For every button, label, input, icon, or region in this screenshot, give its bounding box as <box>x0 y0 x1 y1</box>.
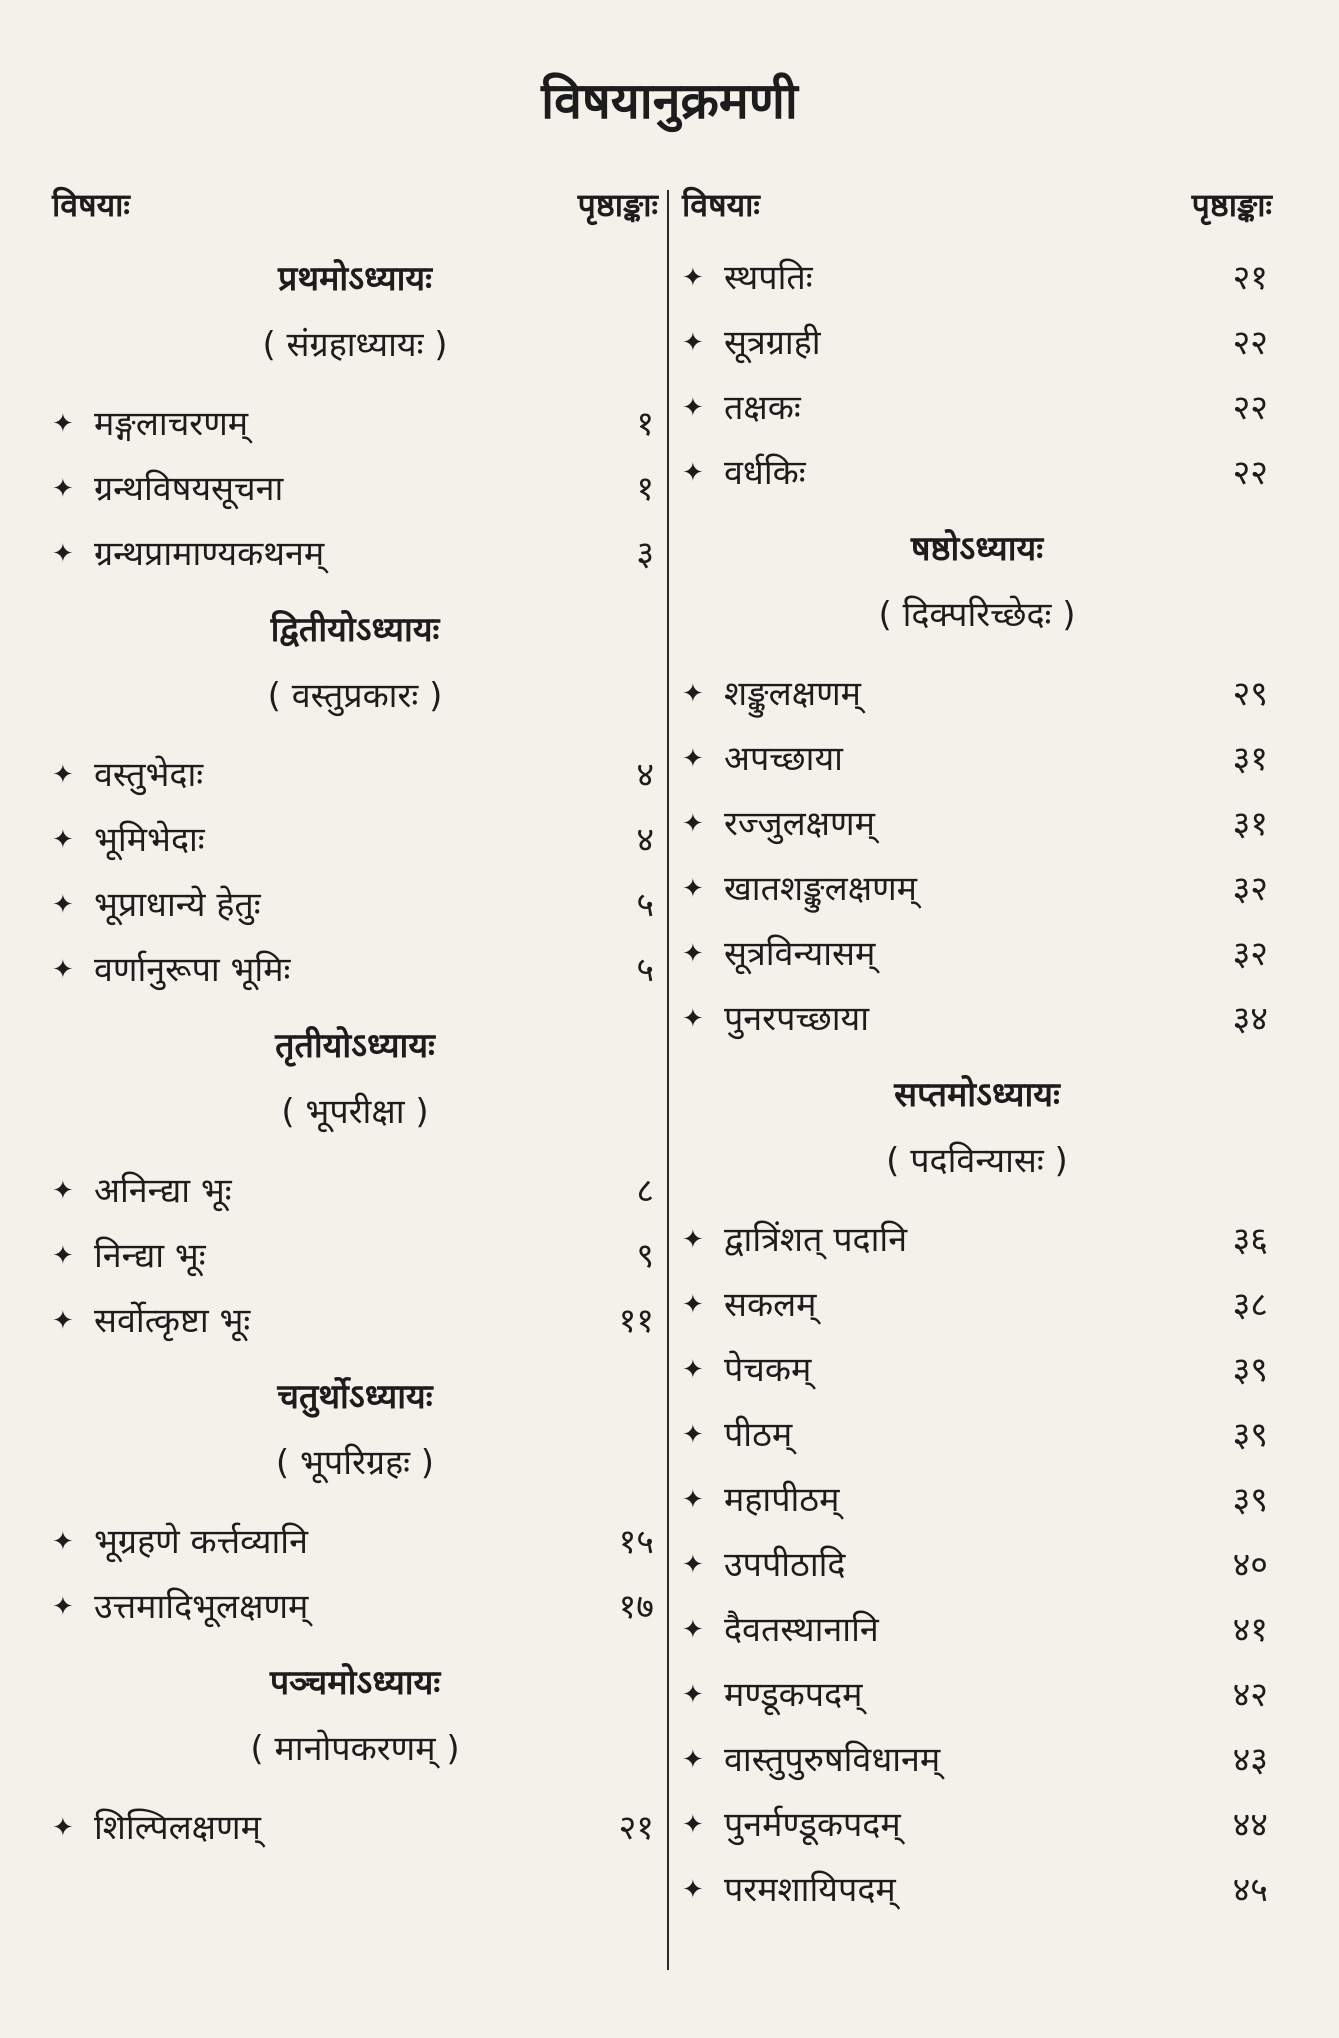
bullet-icon: ✦ <box>682 1680 704 1710</box>
toc-entry <box>682 1728 1272 1793</box>
chapter-heading: तृतीयोऽध्यायः <box>275 1026 435 1066</box>
toc-entry <box>682 311 1272 376</box>
section-gap <box>52 1861 658 1871</box>
entry-title: रज्जुलक्षणम् <box>724 804 875 844</box>
entry-title: निन्द्या भूः <box>94 1236 206 1276</box>
entry-page: २१ <box>1232 258 1268 298</box>
toc-entry <box>52 1575 658 1640</box>
entry-page: ९ <box>636 1236 654 1276</box>
bullet-icon: ✦ <box>52 539 74 569</box>
left-column <box>52 180 658 1871</box>
entry-title: पेचकम् <box>724 1350 812 1390</box>
entry-page: २१ <box>618 1808 654 1848</box>
entry-page: २२ <box>1232 388 1268 428</box>
entry-page: १५ <box>618 1522 654 1562</box>
bullet-icon: ✦ <box>682 1004 704 1034</box>
entry-page: ४२ <box>1232 1675 1268 1715</box>
right-sections <box>682 246 1272 1933</box>
bullet-icon: ✦ <box>682 263 704 293</box>
entry-page: ३१ <box>1232 739 1268 779</box>
entry-title: शिल्पिलक्षणम् <box>94 1808 261 1848</box>
bullet-icon: ✦ <box>52 760 74 790</box>
section-gap <box>682 506 1272 516</box>
entry-title: सर्वोत्कृष्टा भूः <box>94 1301 251 1341</box>
entry-title: ग्रन्थप्रामाण्यकथनम् <box>94 534 325 574</box>
entry-title: उत्तमादिभूलक्षणम् <box>94 1587 309 1627</box>
section-gap <box>682 1052 1272 1062</box>
entry-title: तक्षकः <box>724 388 801 428</box>
bullet-icon: ✦ <box>682 1420 704 1450</box>
entry-title: वस्तुभेदाः <box>94 755 204 795</box>
toc-entry <box>52 1510 658 1575</box>
bullet-icon: ✦ <box>682 939 704 969</box>
toc-entry <box>52 938 658 1003</box>
bullet-icon: ✦ <box>52 474 74 504</box>
toc-entry <box>682 1858 1272 1923</box>
section-gap <box>52 587 658 597</box>
toc-entry <box>682 857 1272 922</box>
section-gap <box>682 1923 1272 1933</box>
entry-title: अनिन्द्या भूः <box>94 1171 232 1211</box>
chapter-subtitle: ( संग्रहाध्यायः ) <box>262 325 448 365</box>
bullet-icon: ✦ <box>682 1355 704 1385</box>
section-gap <box>52 1640 658 1650</box>
bullet-icon: ✦ <box>52 1306 74 1336</box>
chapter-heading: षष्ठोऽध्यायः <box>910 529 1044 569</box>
chapter-heading: प्रथमोऽध्यायः <box>278 259 432 299</box>
bullet-icon: ✦ <box>682 679 704 709</box>
entry-page: ३६ <box>1232 1220 1268 1260</box>
toc-entry <box>682 662 1272 727</box>
toc-entry <box>682 1403 1272 1468</box>
toc-entry <box>52 743 658 808</box>
chapter-subtitle: ( भूपरिग्रहः ) <box>275 1443 435 1483</box>
toc-entry <box>52 1159 658 1224</box>
entry-page: ३२ <box>1232 869 1268 909</box>
entry-page: ३२ <box>1232 934 1268 974</box>
entry-page: १ <box>636 404 654 444</box>
page-header: पृष्ठाङ्काः <box>577 186 658 224</box>
toc-entry <box>682 727 1272 792</box>
bullet-icon: ✦ <box>682 1485 704 1515</box>
entry-page: ३९ <box>1232 1350 1268 1390</box>
entry-title: द्वात्रिंशत् पदानि <box>724 1220 908 1260</box>
entry-page: १ <box>636 469 654 509</box>
section-gap <box>52 1354 658 1364</box>
toc-entry <box>682 1663 1272 1728</box>
entry-title: अपच्छाया <box>724 739 843 779</box>
bullet-icon: ✦ <box>682 458 704 488</box>
bullet-icon: ✦ <box>682 874 704 904</box>
entry-title: वास्तुपुरुषविधानम् <box>724 1740 941 1780</box>
entry-title: सकलम् <box>724 1285 817 1325</box>
bullet-icon: ✦ <box>52 1592 74 1622</box>
entry-page: ५ <box>636 950 654 990</box>
entry-page: ४१ <box>1232 1610 1268 1650</box>
bullet-icon: ✦ <box>682 393 704 423</box>
entry-page: २२ <box>1232 323 1268 363</box>
bullet-icon: ✦ <box>52 955 74 985</box>
bullet-icon: ✦ <box>682 1615 704 1645</box>
column-header <box>682 180 1272 246</box>
toc-entry <box>682 1273 1272 1338</box>
toc-entry <box>682 1793 1272 1858</box>
chapter-heading: द्वितीयोऽध्यायः <box>270 610 440 650</box>
entry-page: ३१ <box>1232 804 1268 844</box>
entry-page: ३ <box>636 534 654 574</box>
entry-title: पुनरपच्छाया <box>724 999 870 1039</box>
bullet-icon: ✦ <box>682 1875 704 1905</box>
toc-entry <box>682 1598 1272 1663</box>
entry-title: मङ्गलाचरणम् <box>94 404 249 444</box>
toc-entry <box>682 922 1272 987</box>
bullet-icon: ✦ <box>52 1527 74 1557</box>
entry-title: शङ्कुलक्षणम् <box>724 674 861 714</box>
bullet-icon: ✦ <box>682 1745 704 1775</box>
chapter-subtitle: ( मानोपकरणम् ) <box>250 1729 460 1769</box>
bullet-icon: ✦ <box>52 1176 74 1206</box>
entry-page: ३९ <box>1232 1415 1268 1455</box>
toc-entry <box>52 1224 658 1289</box>
toc-entry <box>682 792 1272 857</box>
bullet-icon: ✦ <box>52 825 74 855</box>
column-header <box>52 180 658 246</box>
bullet-icon: ✦ <box>52 409 74 439</box>
toc-entry <box>52 457 658 522</box>
page-title: विषयानुक्रमणी <box>541 72 798 130</box>
entry-title: ग्रन्थविषयसूचना <box>94 469 284 509</box>
entry-title: मण्डूकपदम् <box>724 1675 863 1715</box>
section-gap <box>52 1003 658 1013</box>
entry-page: ३८ <box>1232 1285 1268 1325</box>
entry-page: ८ <box>636 1171 654 1211</box>
toc-entry <box>682 246 1272 311</box>
subject-header: विषयाः <box>682 186 760 224</box>
entry-title: भूमिभेदाः <box>94 820 205 860</box>
chapter-subtitle: ( वस्तुप्रकारः ) <box>267 676 443 716</box>
entry-title: स्थपतिः <box>724 258 813 298</box>
toc-entry <box>682 1533 1272 1598</box>
entry-title: वर्धकिः <box>724 453 806 493</box>
chapter-heading: सप्तमोऽध्यायः <box>894 1075 1060 1115</box>
bullet-icon: ✦ <box>682 1810 704 1840</box>
bullet-icon: ✦ <box>52 1241 74 1271</box>
entry-page: ११ <box>618 1301 654 1341</box>
entry-page: ४३ <box>1232 1740 1268 1780</box>
page-header: पृष्ठाङ्काः <box>1191 186 1272 224</box>
entry-page: ४५ <box>1232 1870 1268 1910</box>
entry-title: पुनर्मण्डूकपदम् <box>724 1805 901 1845</box>
chapter-subtitle: ( दिक्परिच्छेदः ) <box>878 595 1076 635</box>
chapter-heading: चतुर्थोऽध्यायः <box>277 1377 433 1417</box>
left-sections <box>52 246 658 1871</box>
toc-entry <box>682 987 1272 1052</box>
entry-page: ४० <box>1232 1545 1268 1585</box>
entry-page: ४ <box>636 820 654 860</box>
entry-title: भूग्रहणे कर्त्तव्यानि <box>94 1522 308 1562</box>
toc-entry <box>52 1796 658 1861</box>
entry-page: ४४ <box>1232 1805 1268 1845</box>
bullet-icon: ✦ <box>52 890 74 920</box>
bullet-icon: ✦ <box>682 1290 704 1320</box>
toc-entry <box>52 873 658 938</box>
entry-page: ५ <box>636 885 654 925</box>
entry-title: परमशायिपदम् <box>724 1870 896 1910</box>
entry-page: १७ <box>618 1587 654 1627</box>
entry-title: पीठम् <box>724 1415 793 1455</box>
right-column <box>682 180 1272 1933</box>
entry-page: २२ <box>1232 453 1268 493</box>
bullet-icon: ✦ <box>682 809 704 839</box>
chapter-heading: पञ्चमोऽध्यायः <box>269 1663 441 1703</box>
toc-entry <box>682 1208 1272 1273</box>
entry-title: वर्णानुरूपा भूमिः <box>94 950 291 990</box>
entry-page: ३४ <box>1232 999 1268 1039</box>
subject-header: विषयाः <box>52 186 130 224</box>
entry-title: खातशङ्कुलक्षणम् <box>724 869 917 909</box>
chapter-subtitle: ( पदविन्यासः ) <box>886 1141 1068 1181</box>
bullet-icon: ✦ <box>52 1813 74 1843</box>
toc-entry <box>682 441 1272 506</box>
column-divider <box>667 190 669 1970</box>
chapter-subtitle: ( भूपरीक्षा ) <box>281 1092 429 1132</box>
toc-entry <box>52 808 658 873</box>
entry-title: उपपीठादि <box>724 1545 846 1585</box>
entry-page: ३९ <box>1232 1480 1268 1520</box>
toc-entry <box>52 522 658 587</box>
toc-entry <box>682 376 1272 441</box>
toc-entry <box>52 392 658 457</box>
entry-title: दैवतस्थानानि <box>724 1610 879 1650</box>
bullet-icon: ✦ <box>682 744 704 774</box>
entry-title: भूप्राधान्ये हेतुः <box>94 885 261 925</box>
entry-page: २९ <box>1232 674 1268 714</box>
bullet-icon: ✦ <box>682 1225 704 1255</box>
entry-page: ४ <box>636 755 654 795</box>
toc-entry <box>682 1468 1272 1533</box>
entry-title: महापीठम् <box>724 1480 840 1520</box>
toc-entry <box>682 1338 1272 1403</box>
entry-title: सूत्रग्राही <box>724 323 821 363</box>
bullet-icon: ✦ <box>682 1550 704 1580</box>
entry-title: सूत्रविन्यासम् <box>724 934 876 974</box>
bullet-icon: ✦ <box>682 328 704 358</box>
toc-entry <box>52 1289 658 1354</box>
